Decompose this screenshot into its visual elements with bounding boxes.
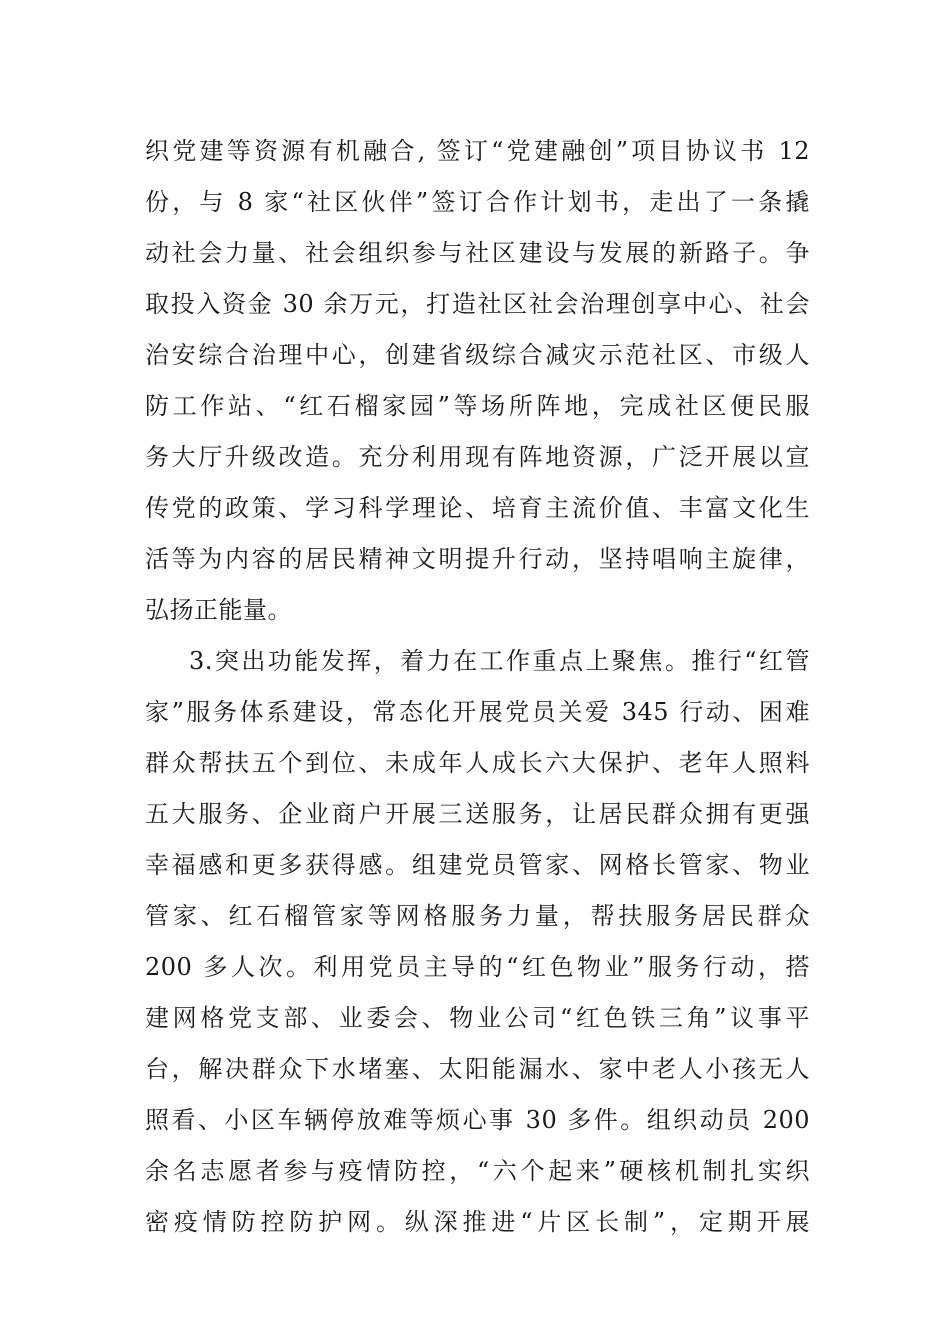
text-line: 五大服务、企业商户开展三送服务，让居民群众拥有更强 (145, 800, 810, 828)
text-line: 建网格党支部、业委会、物业公司“红色铁三角”议事平 (145, 1004, 810, 1032)
text-line: 群众帮扶五个到位、未成年人成长六大保护、老年人照料 (145, 749, 810, 777)
text-line: 动社会力量、社会组织参与社区建设与发展的新路子。争 (145, 239, 810, 267)
text-line: 取投入资金 30 余万元，打造社区社会治理创享中心、社会 (145, 290, 810, 318)
text-line: 幸福感和更多获得感。组建党员管家、网格长管家、物业 (145, 851, 810, 879)
text-line: 传党的政策、学习科学理论、培育主流价值、丰富文化生 (145, 494, 810, 522)
text-line: 密疫情防控防护网。纵深推进“片区长制”，定期开展 (145, 1208, 810, 1236)
text-line: 份，与 8 家“社区伙伴”签订合作计划书，走出了一条撬 (145, 188, 810, 216)
text-line: 活等为内容的居民精神文明提升行动，坚持唱响主旋律， (145, 545, 810, 573)
text-line: 家”服务体系建设，常态化开展党员关爱 345 行动、困难 (145, 698, 810, 726)
text-line: 200 多人次。利用党员主导的“红色物业”服务行动，搭 (145, 953, 810, 981)
body-text (145, 126, 810, 1248)
text-line: 台，解决群众下水堵塞、太阳能漏水、家中老人小孩无人 (145, 1055, 810, 1083)
text-line: 治安综合治理中心，创建省级综合减灾示范社区、市级人 (145, 341, 810, 369)
text-line: 防工作站、“红石榴家园”等场所阵地，完成社区便民服 (145, 392, 810, 420)
text-line: 照看、小区车辆停放难等烦心事 30 多件。组织动员 200 (145, 1106, 810, 1134)
text-line: 织党建等资源有机融合, 签订“党建融创”项目协议书 12 (145, 137, 810, 165)
text-line: 务大厅升级改造。充分利用现有阵地资源，广泛开展以宣 (145, 443, 810, 471)
text-line: 余名志愿者参与疫情防控，“六个起来”硬核机制扎实织 (145, 1157, 810, 1185)
text-line: 弘扬正能量。 (145, 596, 292, 624)
text-line: 管家、红石榴管家等网格服务力量，帮扶服务居民群众 (145, 902, 810, 930)
section-heading-line: 3.突出功能发挥，着力在工作重点上聚焦。推行“红管 (189, 647, 810, 675)
